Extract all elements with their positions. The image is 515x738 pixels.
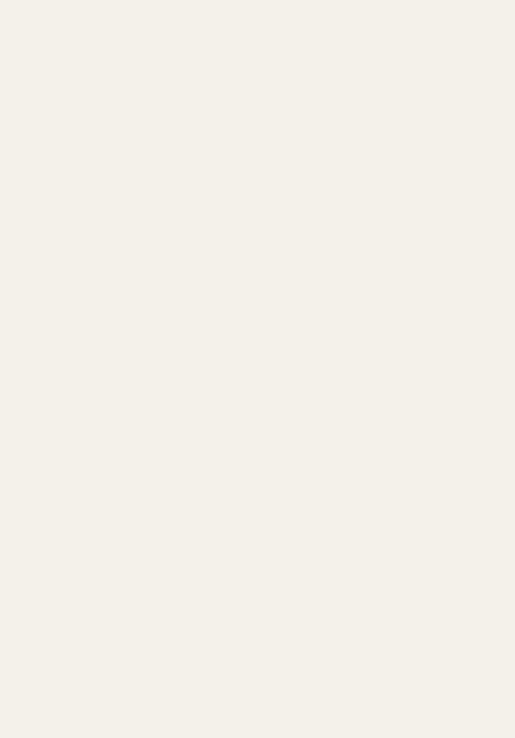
- column-divider: [24, 356, 497, 357]
- top-text-column: [17, 22, 497, 338]
- bottom-text-column: [17, 378, 497, 700]
